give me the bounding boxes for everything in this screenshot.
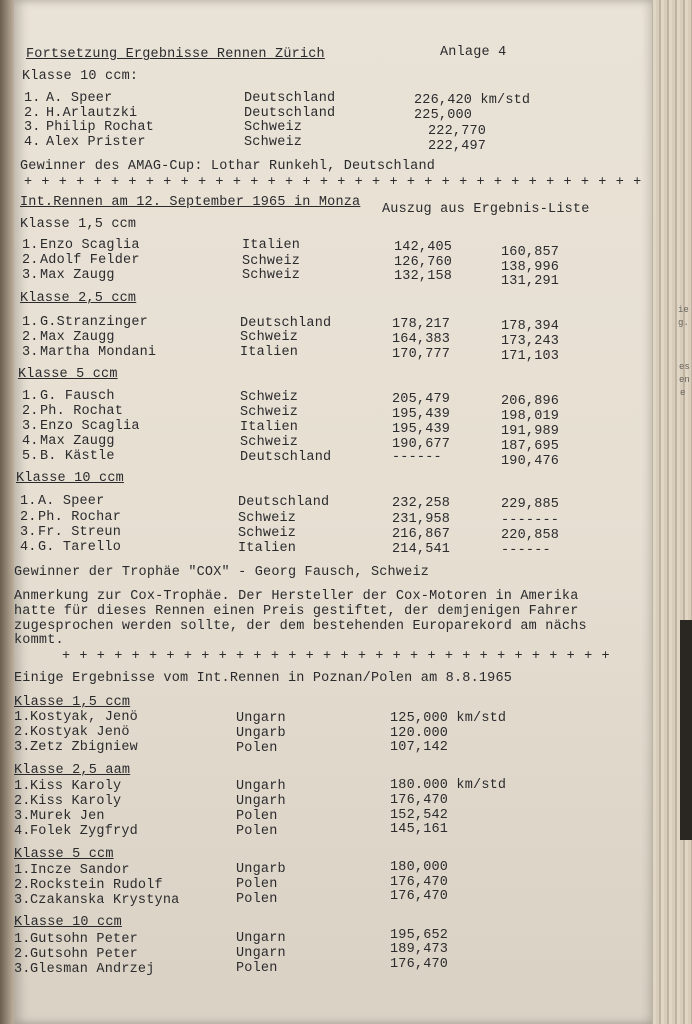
row-number: 2. xyxy=(22,253,39,268)
row-number: 2. xyxy=(22,404,39,419)
speed: 226,420 km/std xyxy=(414,93,531,108)
driver-name: Alex Prister xyxy=(46,135,146,150)
row-number: 1. xyxy=(24,91,41,106)
driver-name: Ph. Rochar xyxy=(38,510,122,525)
country: Schweiz xyxy=(238,511,297,526)
speed-1: 178,217 xyxy=(392,317,451,332)
driver-name: Enzo Scaglia xyxy=(40,419,140,434)
zurich-class-label: Klasse 10 ccm: xyxy=(22,69,139,84)
country: Schweiz xyxy=(240,435,299,450)
driver-name: G. Tarello xyxy=(38,540,122,555)
class-label: Klasse 5 ccm xyxy=(14,847,114,862)
margin-note: e xyxy=(680,388,686,398)
country: Polen xyxy=(236,824,278,839)
speed: 176,470 xyxy=(390,957,449,972)
country: Italien xyxy=(240,420,299,435)
row-number: 3. xyxy=(14,809,31,824)
driver-name: Rockstein Rudolf xyxy=(30,878,163,893)
row-number: 2. xyxy=(24,106,41,121)
speed-2: 173,243 xyxy=(501,334,560,349)
speed-2: 198,019 xyxy=(501,409,560,424)
driver-name: A. Speer xyxy=(46,91,113,106)
speed: 180,000 xyxy=(390,860,449,875)
speed: 225,000 xyxy=(414,108,473,123)
driver-name: Kostyak Jenö xyxy=(30,725,130,740)
row-number: 4. xyxy=(14,824,31,839)
country: Deutschland xyxy=(244,106,336,121)
country: Ungarb xyxy=(236,862,286,877)
driver-name: Adolf Felder xyxy=(40,253,140,268)
country: Ungarb xyxy=(236,726,286,741)
country: Schweiz xyxy=(240,405,299,420)
speed-1: 195,439 xyxy=(392,422,451,437)
speed-2: 160,857 xyxy=(501,245,560,260)
speed-1: 142,405 xyxy=(394,240,453,255)
speed-1: 214,541 xyxy=(392,542,451,557)
driver-name: Max Zaugg xyxy=(40,268,115,283)
country: Ungarn xyxy=(236,931,286,946)
speed-2: 131,291 xyxy=(501,274,560,289)
row-number: 1. xyxy=(14,779,31,794)
cox-trophy-winner: Gewinner der Trophäe "COX" - Georg Fausch, Schweiz xyxy=(14,565,430,580)
country: Schweiz xyxy=(240,330,299,345)
driver-name: Incze Sandor xyxy=(30,863,130,878)
excerpt-label: Auszug aus Ergebnis-Liste xyxy=(382,202,590,217)
note-line: hatte für dieses Rennen einen Preis gestiftet, der demjenigen Fahrer xyxy=(14,604,579,619)
speed: 195,652 xyxy=(390,928,449,943)
driver-name: Philip Rochat xyxy=(46,120,154,135)
speed-1: 195,439 xyxy=(392,407,451,422)
driver-name: Ph. Rochat xyxy=(40,404,124,419)
poznan-heading: Einige Ergebnisse vom Int.Rennen in Poznan/Polen am 8.8.1965 xyxy=(14,671,513,686)
speed: 145,161 xyxy=(390,822,449,837)
country: Schweiz xyxy=(242,268,301,283)
speed: 176,470 xyxy=(390,875,449,890)
separator: + + + + + + + + + + + + + + + + + + + + + + + + + + + + + + + + xyxy=(62,649,611,664)
row-number: 3. xyxy=(14,740,31,755)
margin-note: es xyxy=(679,362,690,372)
country: Polen xyxy=(236,809,278,824)
separator: + + + + + + + + + + + + + + + + + + + + + + + + + + + + + + + + + + + + xyxy=(24,175,642,190)
speed-2: ------ xyxy=(501,543,551,558)
driver-name: Fr. Streun xyxy=(38,525,122,540)
speed-1: ------ xyxy=(392,450,442,465)
row-number: 4. xyxy=(20,540,37,555)
document-page xyxy=(14,0,652,1024)
country: Schweiz xyxy=(244,120,303,135)
speed-1: 231,958 xyxy=(392,512,451,527)
page-title: Fortsetzung Ergebnisse Rennen Zürich xyxy=(26,47,325,62)
speed-1: 170,777 xyxy=(392,347,451,362)
driver-name: Max Zaugg xyxy=(40,434,115,449)
class-label: Klasse 1,5 ccm xyxy=(14,695,131,710)
country: Polen xyxy=(236,741,278,756)
driver-name: H.Arlautzki xyxy=(46,106,138,121)
row-number: 3. xyxy=(22,419,39,434)
row-number: 5. xyxy=(22,449,39,464)
row-number: 1. xyxy=(14,710,31,725)
driver-name: Glesman Andrzej xyxy=(30,962,155,977)
margin-note: en xyxy=(679,375,690,385)
speed-2: 190,476 xyxy=(501,454,560,469)
page-edge-shadow xyxy=(680,620,692,840)
margin-note: ie xyxy=(678,305,689,315)
row-number: 2. xyxy=(14,878,31,893)
country: Italien xyxy=(238,541,297,556)
speed-2: 220,858 xyxy=(501,528,560,543)
driver-name: Gutsohn Peter xyxy=(30,947,138,962)
country: Deutschland xyxy=(240,316,332,331)
country: Deutschland xyxy=(238,495,330,510)
row-number: 1. xyxy=(20,494,37,509)
amag-cup-winner: Gewinner des AMAG-Cup: Lothar Runkehl, Deutschland xyxy=(20,159,436,174)
row-number: 4. xyxy=(22,434,39,449)
row-number: 2. xyxy=(14,794,31,809)
driver-name: Czakanska Krystyna xyxy=(30,893,180,908)
class-label: Klasse 2,5 aam xyxy=(14,763,131,778)
country: Ungarh xyxy=(236,794,286,809)
speed: 125,000 km/std xyxy=(390,711,507,726)
country: Italien xyxy=(240,345,299,360)
row-number: 2. xyxy=(14,725,31,740)
driver-name: Enzo Scaglia xyxy=(40,238,140,253)
class-label: Klasse 10 ccm xyxy=(16,471,124,486)
monza-heading: Int.Rennen am 12. September 1965 in Monza xyxy=(20,195,361,210)
speed-2: 191,989 xyxy=(501,424,560,439)
row-number: 3. xyxy=(14,962,31,977)
country: Polen xyxy=(236,892,278,907)
country: Schweiz xyxy=(244,135,303,150)
driver-name: A. Speer xyxy=(38,494,105,509)
speed-1: 205,479 xyxy=(392,392,451,407)
speed: 152,542 xyxy=(390,808,449,823)
row-number: 1. xyxy=(14,863,31,878)
class-label: Klasse 2,5 ccm xyxy=(20,291,137,306)
row-number: 1. xyxy=(22,315,39,330)
speed: 222,770 xyxy=(428,124,487,139)
driver-name: Folek Zygfryd xyxy=(30,824,138,839)
row-number: 3. xyxy=(14,893,31,908)
driver-name: Gutsohn Peter xyxy=(30,932,138,947)
row-number: 3. xyxy=(22,345,39,360)
row-number: 4. xyxy=(24,135,41,150)
driver-name: Kiss Karoly xyxy=(30,779,122,794)
speed: 176,470 xyxy=(390,889,449,904)
driver-name: Max Zaugg xyxy=(40,330,115,345)
country: Schweiz xyxy=(238,526,297,541)
row-number: 3. xyxy=(22,268,39,283)
speed: 120.000 xyxy=(390,726,449,741)
speed-2: 229,885 xyxy=(501,497,560,512)
speed-1: 232,258 xyxy=(392,496,451,511)
driver-name: G.Stranzinger xyxy=(40,315,148,330)
row-number: 1. xyxy=(22,238,39,253)
row-number: 1. xyxy=(22,389,39,404)
row-number: 2. xyxy=(22,330,39,345)
driver-name: Murek Jen xyxy=(30,809,105,824)
country: Schweiz xyxy=(240,390,299,405)
speed-1: 126,760 xyxy=(394,255,453,270)
speed: 176,470 xyxy=(390,793,449,808)
speed-2: 171,103 xyxy=(501,349,560,364)
driver-name: Kostyak, Jenö xyxy=(30,710,138,725)
speed-1: 216,867 xyxy=(392,527,451,542)
speed-2: 178,394 xyxy=(501,319,560,334)
speed-2: 206,896 xyxy=(501,394,560,409)
note-line: zugesprochen werden sollte, der dem bestehenden Europarekord am nächs xyxy=(14,619,587,634)
class-label: Klasse 5 ccm xyxy=(18,367,118,382)
country: Ungarh xyxy=(236,779,286,794)
annex-label: Anlage 4 xyxy=(440,45,507,60)
country: Deutschland xyxy=(240,450,332,465)
country: Italien xyxy=(242,238,301,253)
speed: 107,142 xyxy=(390,740,449,755)
row-number: 3. xyxy=(24,120,41,135)
speed-1: 190,677 xyxy=(392,437,451,452)
row-number: 1. xyxy=(14,932,31,947)
country: Schweiz xyxy=(242,254,301,269)
speed-1: 164,383 xyxy=(392,332,451,347)
country: Polen xyxy=(236,877,278,892)
speed: 222,497 xyxy=(428,139,487,154)
driver-name: B. Kästle xyxy=(40,449,115,464)
class-label: Klasse 1,5 ccm xyxy=(20,217,137,232)
speed-2: 138,996 xyxy=(501,260,560,275)
speed: 189,473 xyxy=(390,942,449,957)
speed-1: 132,158 xyxy=(394,269,453,284)
row-number: 3. xyxy=(20,525,37,540)
driver-name: Kiss Karoly xyxy=(30,794,122,809)
country: Ungarn xyxy=(236,711,286,726)
driver-name: Zetz Zbigniew xyxy=(30,740,138,755)
margin-note: g. xyxy=(678,318,689,328)
speed-2: ------- xyxy=(501,513,560,528)
country: Ungarn xyxy=(236,946,286,961)
driver-name: G. Fausch xyxy=(40,389,115,404)
speed: 180.000 km/std xyxy=(390,778,507,793)
country: Deutschland xyxy=(244,91,336,106)
speed-2: 187,695 xyxy=(501,439,560,454)
note-line: kommt. xyxy=(14,633,64,648)
note-line: Anmerkung zur Cox-Trophäe. Der Hersteller der Cox-Motoren in Amerika xyxy=(14,589,579,604)
row-number: 2. xyxy=(20,510,37,525)
driver-name: Martha Mondani xyxy=(40,345,157,360)
class-label: Klasse 10 ccm xyxy=(14,915,122,930)
row-number: 2. xyxy=(14,947,31,962)
country: Polen xyxy=(236,961,278,976)
